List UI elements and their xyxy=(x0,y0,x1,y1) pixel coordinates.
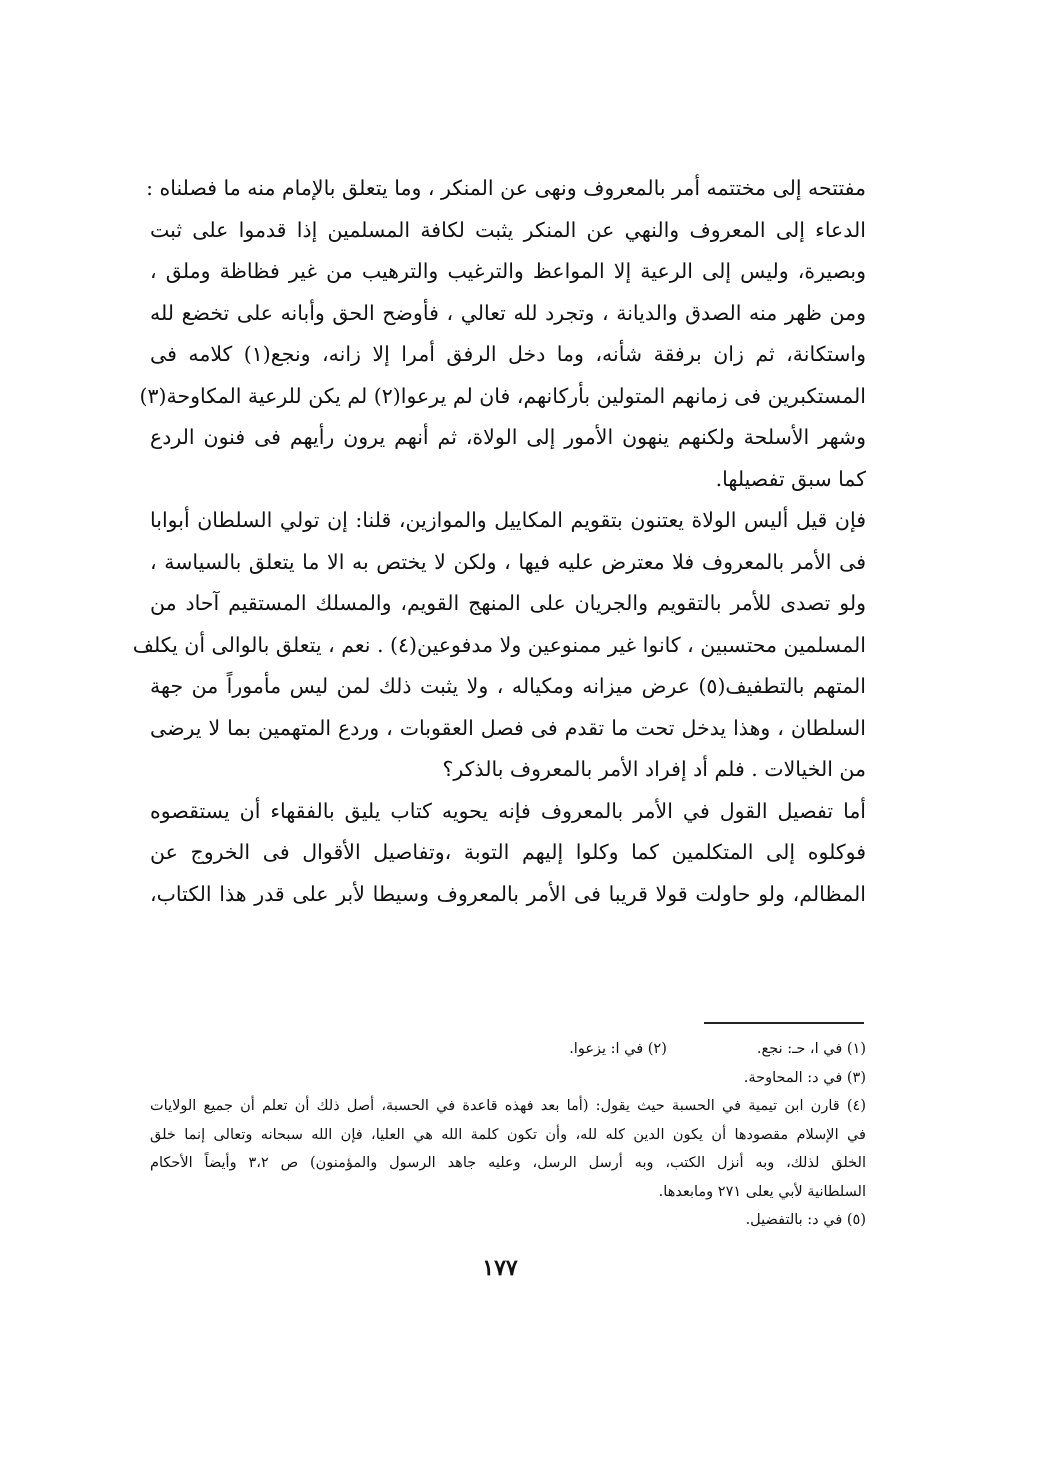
main-text xyxy=(132,168,866,915)
footnote-4-line: (٤) قارن ابن تيمية في الحسبة حيث يقول: (أما بعد فهذه قاعدة في الحسبة، أصل ذلك أن تعلم أن جميع الولايات xyxy=(150,1098,866,1114)
paragraph xyxy=(139,168,866,500)
text-line: المستكبرين فى زمانهم المتولين بأركانهم، فان لم يرعوا(٢) لم يكن للرعية المكاوحة(٣) xyxy=(139,383,866,408)
paragraph xyxy=(132,500,866,791)
text-line: من الخيالات . فلم أد إفراد الأمر بالمعروف بالذكر؟ xyxy=(442,757,866,781)
footnotes xyxy=(150,1035,866,1235)
footnote-2: (٢) في ا: يزعوا. xyxy=(569,1041,667,1057)
footnote-4-line: السلطانية لأبي يعلى ٢٧١ ومابعدها. xyxy=(658,1183,866,1200)
text-line: أما تفصيل القول في الأمر بالمعروف فإنه يحويه كتاب يليق بالفقهاء أن يستقصوه xyxy=(150,798,866,823)
footnote-row xyxy=(150,1035,866,1064)
text-line: ولو تصدى للأمر بالتقويم والجريان على المنهج القويم، والمسلك المستقيم آحاد من xyxy=(150,591,866,615)
footnote-1: (١) في ا، حـ: نجع. xyxy=(756,1041,866,1057)
footnote-4-line: في الإسلام مقصودها أن يكون الدين كله لله، وأن تكون كلمة الله هي العليا، فإن الله سبحانه وتعالى إنما خلق xyxy=(150,1126,866,1143)
text-line: ومن ظهر منه الصدق والديانة ، وتجرد لله تعالي ، فأوضح الحق وأبانه على تخضع لله xyxy=(150,300,866,325)
footnote-3: (٣) في د: المحاوحة. xyxy=(743,1069,866,1086)
text-line: وبصيرة، وليس إلى الرعية إلا المواعظ والترغيب والترهيب من غير فظاظة وملق ، xyxy=(150,259,866,283)
text-line: واستكانة، ثم زان برفقة شأنه، وما دخل الرفق أمرا إلا زانه، ونجع(١) كلامه فى xyxy=(150,342,866,366)
page-number: ١٧٧ xyxy=(482,1255,518,1281)
text-line: الدعاء إلى المعروف والنهي عن المنكر يثبت لكافة المسلمين إذا قدموا على ثبت xyxy=(150,217,866,242)
paragraph xyxy=(150,791,866,916)
footnote-4-line: الخلق لذلك، وبه أنزل الكتب، وبه أرسل الرسل، وعليه جاهد الرسول والمؤمنون) ص ٣،٢ وأيضاً الأحكام xyxy=(150,1155,866,1171)
text-line: المتهم بالتطفيف(٥) عرض ميزانه ومكياله ، ولا يثبت ذلك لمن ليس مأموراً من جهة xyxy=(150,674,866,698)
text-line: وشهر الأسلحة ولكنهم ينهون الأمور إلى الولاة، ثم أنهم يرون رأيهم فى فنون الردع xyxy=(150,425,866,449)
text-line: فى الأمر بالمعروف فلا معترض عليه فيها ، ولكن لا يختص به الا ما يتعلق بالسياسة ، xyxy=(150,549,866,574)
text-line: فوكلوه إلى المتكلمين كما وكلوا إليهم التوبة ،وتفاصيل الأقوال فى الخروج عن xyxy=(150,840,866,864)
text-line: مفتتحه إلى مختتمه أمر بالمعروف ونهى عن المنكر ، وما يتعلق بالإمام منه ما فصلناه : xyxy=(146,176,866,200)
text-line: فإن قيل أليس الولاة يعتنون بتقويم المكاييل والموازين، قلنا: إن تولي السلطان أبوابا xyxy=(150,508,866,532)
text-line: المسلمين محتسبين ، كانوا غير ممنوعين ولا مدفوعين(٤) . نعم ، يتعلق بالوالى أن يكلف xyxy=(132,632,866,657)
footnote-5: (٥) في د: بالتفضيل. xyxy=(745,1212,866,1228)
footnote-divider xyxy=(704,1022,864,1024)
text-line: كما سبق تفصيلها. xyxy=(715,466,866,491)
text-line: المظالم، ولو حاولت قولا قريبا فى الأمر بالمعروف وسيطا لأبر على قدر هذا الكتاب، xyxy=(150,881,866,906)
text-line: السلطان ، وهذا يدخل تحت ما تقدم فى فصل العقوبات ، وردع المتهمين بما لا يرضى xyxy=(150,715,866,740)
